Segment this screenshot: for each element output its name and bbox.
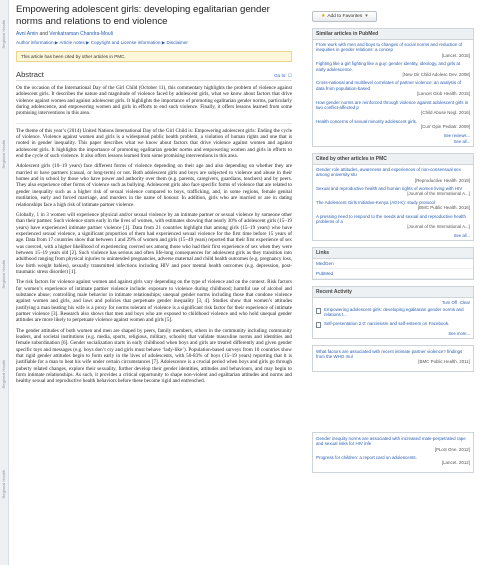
- body-paragraph: The risk factors for violence against women and against girls vary depending on the type of violence and on the context. Risk factors for women’s experience of intimate partner violence include: exposure to violence during childhood; harmful use of alcohol and substance abuse; controlling male behavior in intimate relationships; unequal gender norms including those that condone violence against women and girls, and laws and policies that perpetuate gender inequality [3, 4]. Studies show that women’s attitudes justifying a man beating his wife is a proxy for norms tolerant of violence is a significant risk factor for their experience of intimate partner violence [3]. Research also shows that men and boys who are exposed to childhood violence and who hold unequal gender attitudes are more likely to perpetuate violence against women and girls [5].: [16, 279, 292, 324]
- see-all-link[interactable]: See all...: [453, 138, 470, 144]
- author-separator: and: [38, 31, 50, 37]
- activity-item[interactable]: Self-presentation 2.0: narcissism and self-esteem on Facebook.: [316, 321, 470, 328]
- author-link[interactable]: Avni Amin: [16, 31, 39, 37]
- rail-label: Regional Health: [1, 260, 6, 289]
- list-item[interactable]: From work with men and boys to changes of social norms and reduction of inequities in gender relations: a concep [Lancet. 2015]: [316, 42, 470, 58]
- related-question-panel: [312, 345, 474, 372]
- list-item[interactable]: The Adolescent Girls Initiative-Kenya (AGI-K): study protocol [BMC Public Health. 2016]: [316, 199, 470, 211]
- see-more-link[interactable]: See more...: [448, 330, 470, 336]
- links-heading: Links: [313, 248, 473, 259]
- left-rail: [0, 0, 9, 565]
- article-title: Empowering adolescent girls: developing egalitarian gender norms and relations to end violence: [16, 4, 270, 27]
- bottom-related-panel: [312, 432, 474, 473]
- article-info-links[interactable]: Author information ▶ Article notes ▶ Copyright and License information ▶ Disclaimer: [16, 40, 188, 45]
- list-item[interactable]: Cross-national and multilevel correlates of partner violence: an analysis of data from population-based [Lancet Glob Health. 2015]: [316, 80, 470, 97]
- abstract-header: [16, 70, 292, 81]
- body-paragraph: Globally, 1 in 3 women will experience physical and/or sexual violence by an intimate partner or sexual violence by someone other than their partner. Such violence starts early in the lives of women, with estimates showing that nearly 30% of adolescent girls (15–19 years) have experienced intimate partner violence [1]. Data from 21 countries highlight that among girls (15–19 years) who have experienced sexual violence, a significant proportion of them had experienced sexual violence for the first time before 15 years of age. Data from 17 countries show that between 1 and 29% of women and girls (15–49 years) reported that their first experience of sex was coerced, with a higher likelihood of experiencing coerced sex among those who had their first experience of sex when they were between 15–19 years old [2]. Such violence has serious and often life-long consequences for adolescent girls as they transition into adulthood ranging from physical injuries to unintended pregnancies, adverse maternal and child health outcomes (e.g. pregnancy loss, low birth weight babies), sexually transmitted infections including HIV and poor mental health outcomes (e.g. depression, post-traumatic stress disorder) [1].: [16, 211, 292, 275]
- recent-activity-heading: Recent Activity: [313, 287, 473, 298]
- list-item[interactable]: A pressing need to respond to the needs and sexual and reproductive health problems of a [Journal of the International A...]: [316, 213, 470, 230]
- rail-label: Regional Health: [1, 470, 6, 499]
- list-item[interactable]: What factors are associated with recent intimate partner violence? findings from the WHO mul [BMC Public Health. 2011]: [316, 348, 470, 365]
- list-item[interactable]: Sexual and reproductive health and human rights of women living with HIV [Journal of the International A...]: [316, 185, 470, 197]
- author-list: [16, 31, 292, 37]
- favorites-label: Add to Favorites: [327, 14, 363, 19]
- body-paragraph: The theme of this year’s (2014) United Nations International Day of the Girl Child is: Empowering adolescent girls: Ending the cycle of violence. Violence against women and girls is a widespread public health problem, a violation of human rights and one that is rooted in gender inequality. This paper describes what we know about factors that drive violence against women and against adolescent girls. It highlights the importance of promoting egalitarian gender norms and empowering women and girls in efforts to end the cycle of such violence. It also offers lessons learned from some promising interventions in this area.: [16, 127, 292, 160]
- cited-notice[interactable]: This article has been cited by other articles in PMC.: [16, 51, 292, 62]
- cited-by-heading: Cited by other articles in PMC: [313, 154, 473, 165]
- star-icon: ★: [321, 14, 326, 19]
- list-item[interactable]: Gender role attitudes, awareness and experiences of non-consensual sex among university stu [Reproductive Health. 2019]: [316, 166, 470, 183]
- abstract-heading: Abstract: [16, 70, 44, 79]
- activity-item[interactable]: Empowering adolescent girls: developing egalitarian gender norms and relations t...: [316, 307, 470, 318]
- see-all-link[interactable]: See all...: [453, 232, 470, 238]
- list-item[interactable]: How gender norms are reinforced through violence against adolescent girls in two conflict-affected p [Child Abuse Negl. 2016]: [316, 99, 470, 116]
- right-sidebar: [312, 4, 474, 473]
- document-icon: [316, 308, 321, 314]
- link-medgen[interactable]: MedGen: [313, 259, 473, 269]
- list-item[interactable]: Fighting like a girl fighting like a guy: gender identity, ideology, and girls at early adolescence. [New Dir Child Adolesc Dev. 2008]: [316, 61, 470, 78]
- chevron-down-icon: ▾: [365, 14, 368, 19]
- list-item[interactable]: Gender inequity norms are associated with increased male-perpetrated rape and sexual risks for HIV infe [PLoS One. 2012]: [316, 435, 470, 452]
- article-body: [16, 4, 292, 565]
- body-paragraph: Adolescent girls (10–19 years) face different forms of violence depending on their age and also depending on whether they are married or have partners (casual, or long-term) or not. Both adolescent girls and boys are subjected to violence and abuse in their homes and in school by those who have power and authority over them (e.g. parents, caregivers, guardians, teachers) and by peers. They also experience other forms of violence such as bullying. Adolescent girls also face specific forms of violence that are related to gender inequality such as a higher risk of sexual violence compared to boys, trafficking, and, in some regions, female genital mutilation, early and forced marriage, and murders in the name of honour. In addition, girls who are married or are in dating relationships face a high risk of intimate partner violence.: [16, 163, 292, 208]
- recent-activity-panel: [312, 286, 474, 339]
- list-item[interactable]: Health concerns of sexual minority adolescent girls. [Curr Opin Pediatr. 2009]: [316, 118, 470, 130]
- links-panel: [312, 247, 474, 280]
- rail-label: Regional Health: [1, 360, 6, 389]
- rail-label: Regional Health: [1, 140, 6, 169]
- body-paragraph: The gender attitudes of both women and men are shaped by peers, family members, others in the community including community leaders, and societal institutions (e.g. media, sports, religious, military, schools) that validate masculine norms and identities and female subordination [6]. Gender socialization starts in early childhood when boys and girls are treated differently and given gender specific toys and messages (e.g. boys don’t cry and girls must behave ‘lady-like’). Population-based surveys from 10 countries show that rigid gender attitudes begin to form early in the lives of adolescents, with 50-83% of boys (15–19 years) reporting that it is justifiable for a man to beat his wife under certain circumstances [7]. Adolescence is a crucial period when boys and girls go through puberty related changes, explore their sexuality, further develop their gender identities, attitudes and behaviours, and may begin to form intimate relationships. As such, it provides a critical opportunity to shape non-violent and egalitarian attitudes and norms and healthy sexual and reproductive health behaviors before these become rigid and entrenched.: [16, 327, 292, 385]
- similar-articles-panel: [312, 28, 474, 147]
- author-link[interactable]: Venkatraman Chandra-Mouli: [49, 31, 113, 37]
- goto-menu[interactable]: Go to: ☐: [274, 73, 292, 78]
- add-to-favorites-button[interactable]: [312, 11, 377, 22]
- section-divider: [16, 123, 292, 124]
- turn-off-link[interactable]: Turn Off: [441, 299, 457, 305]
- see-reviews-link[interactable]: See reviews...: [443, 132, 470, 138]
- list-item[interactable]: Progress for children: a report card on adolescents. [Lancet. 2012]: [316, 455, 470, 466]
- document-icon: [316, 322, 321, 328]
- rail-label: Regional Health: [1, 20, 6, 49]
- clear-link[interactable]: Clear: [459, 299, 470, 305]
- similar-articles-heading: Similar articles in PubMed: [313, 29, 473, 40]
- activity-controls: [316, 300, 470, 305]
- abstract-text: On the occasion of the International Day of the Girl Child (October 11), this commentary highlights the problem of violence against adolescent girls. It describes the nature and magnitude of violence faced by adolescent girls, what we know about factors that drive violence against women and against adolescent girls. It highlights the importance of promoting egalitarian gender norms, particularly during adolescence, and empowering women and girls in efforts to end such violence. Finally, it offers lessons learned from some promising interventions in this area.: [16, 85, 292, 117]
- link-pubmed[interactable]: PubMed: [313, 269, 473, 279]
- cited-by-panel: [312, 153, 474, 241]
